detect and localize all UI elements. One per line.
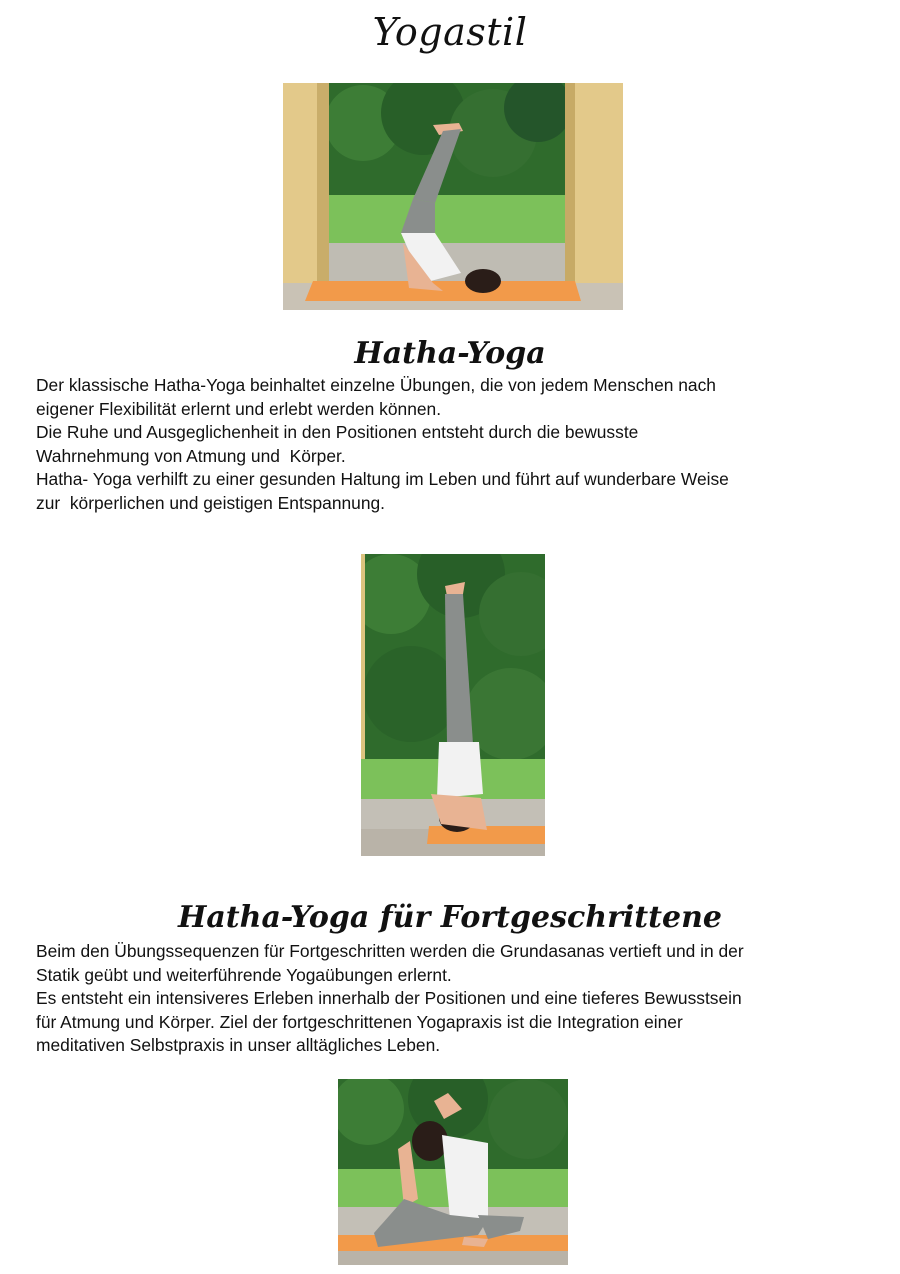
text-line: Es entsteht ein intensiveres Erleben innerhalb der Positionen und eine tieferes Bewusstsein [36, 988, 742, 1008]
section-text-fortgeschrittene [36, 940, 876, 1058]
page-title: Yogastil [372, 10, 528, 54]
text-line: Die Ruhe und Ausgeglichenheit in den Positionen entsteht durch die bewusste [36, 422, 639, 442]
text-line: Wahrnehmung von Atmung und Körper. [36, 445, 346, 466]
text-line: eigener Flexibilität erlernt und erlebt werden können. [36, 398, 442, 419]
text-line: meditativen Selbstpraxis in unser alltägliches Leben. [36, 1035, 441, 1055]
yoga-pigeon-pose-photo [338, 1079, 568, 1265]
section-text-hatha-yoga [36, 374, 876, 515]
yoga-shoulder-stand-photo [283, 83, 623, 310]
yoga-headstand-photo [361, 554, 545, 856]
text-line: zur körperlichen und geistigen Entspannung. [36, 492, 386, 513]
text-line: Statik geübt und weiterführende Yogaübungen erlernt. [36, 964, 452, 985]
text-line: Hatha- Yoga verhilft zu einer gesunden Haltung im Leben und führt auf wunderbare Weise [36, 469, 729, 489]
section-heading-hatha-yoga: Hatha-Yoga [354, 336, 546, 371]
text-line: für Atmung und Körper. Ziel der fortgeschrittenen Yogapraxis ist die Integration einer [36, 1011, 683, 1032]
section-heading-fortgeschrittene: Hatha-Yoga für Fortgeschrittene [178, 900, 722, 935]
text-line: Der klassische Hatha-Yoga beinhaltet einzelne Übungen, die von jedem Menschen nach [36, 375, 716, 395]
text-line: Beim den Übungssequenzen für Fortgeschritten werden die Grundasanas vertieft und in der [36, 941, 744, 961]
